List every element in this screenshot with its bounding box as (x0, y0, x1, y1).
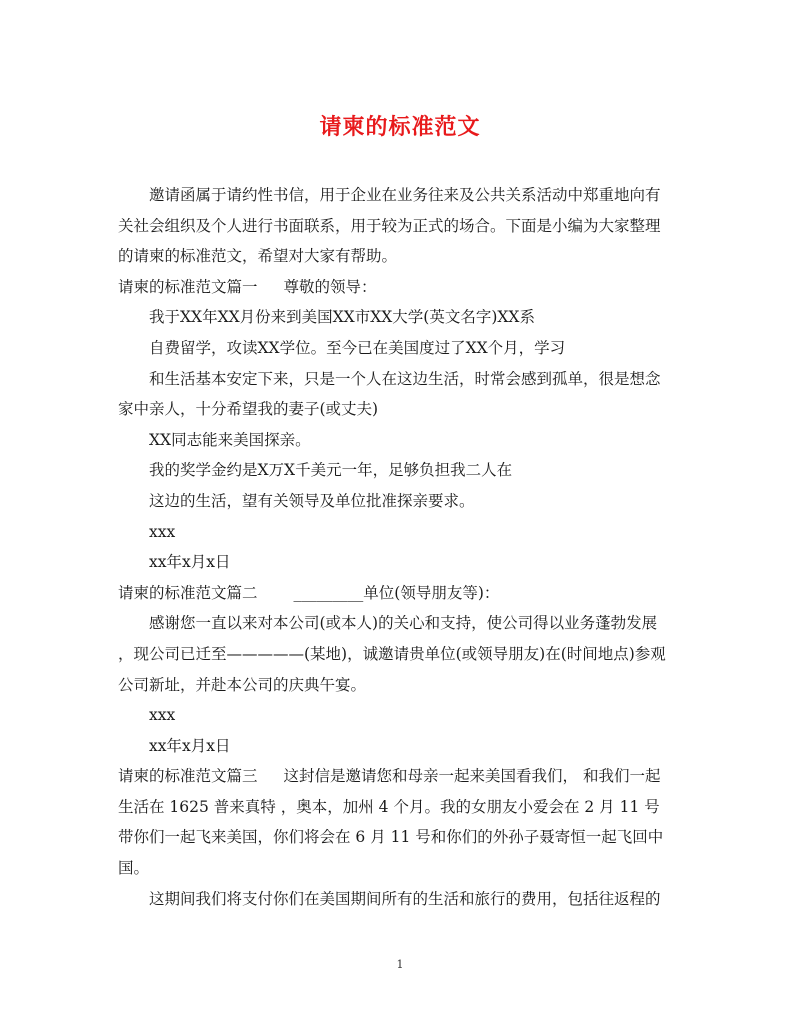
section1-signature: xxx (149, 522, 176, 541)
section1-line: 我的奖学金约是X万X千美元一年，足够负担我二人在 (149, 461, 513, 480)
section1-date: xx年x月x日 (149, 553, 231, 572)
intro-line: 邀请函属于请约性书信，用于企业在业务往来及公共关系活动中郑重地向有 (149, 186, 661, 204)
section2-salutation: _________单位(领导朋友等)： (293, 583, 500, 602)
section1-line: 和生活基本安定下来，只是一个人在这边生活，时常会感到孤单，很是想念 (149, 369, 661, 388)
section2-signature: xxx (149, 706, 176, 725)
section3-line: 这期间我们将支付你们在美国期间所有的生活和旅行的费用，包括往返程的 (149, 889, 661, 908)
intro-line: 的请柬的标准范文，希望对大家有帮助。 (118, 247, 398, 266)
document-body (118, 180, 684, 914)
section1-line: 这边的生活，望有关领导及单位批准探亲要求。 (149, 491, 475, 510)
section2-line: 公司新址，并赴本公司的庆典午宴。 (118, 675, 367, 694)
section1-line: XX同志能来美国探亲。 (149, 430, 311, 449)
section3-heading-line (118, 761, 684, 792)
section1-salutation: 尊敬的领导： (283, 277, 377, 296)
section3-line: 带你们一起飞来美国，你们将会在 6 月 11 号和你们的外孙子聂寄恒一起飞回中 (118, 828, 664, 847)
intro-line: 关社会组织及个人进行书面联系，用于较为正式的场合。下面是小编为大家整理 (118, 216, 661, 235)
document-title: 请柬的标准范文 (319, 114, 481, 140)
section3-line: 国。 (118, 859, 150, 878)
section1-line: 自费留学，攻读XX学位。至今已在美国度过了XX个月，学习 (149, 338, 566, 357)
section1-heading: 请柬的标准范文篇一 (118, 277, 258, 296)
section1-line: 家中亲人，十分希望我的妻子(或丈夫) (118, 400, 379, 419)
section2-line: ，现公司已迁至—————(某地)，诚邀请贵单位(或领导朋友)在(时间地点)参观 (118, 644, 666, 663)
section2-line: 感谢您一直以来对本公司(或本人)的关心和支持，使公司得以业务蓬勃发展 (149, 614, 658, 633)
section2-heading: 请柬的标准范文篇二 (118, 583, 258, 602)
section1-line: 我于XX年XX月份来到美国XX市XX大学(英文名字)XX系 (149, 308, 535, 327)
section3-line: 生活在 1625 普来真特 ，奥本，加州 4 个月。我的女朋友小爱会在 2 月 11 号 (118, 797, 660, 816)
page-number: 1 (396, 958, 404, 971)
section3-heading: 请柬的标准范文篇三 (118, 767, 258, 786)
section3-first-line: 这封信是邀请您和母亲一起来美国看我们， 和我们一起 (283, 767, 661, 786)
section2-date: xx年x月x日 (149, 736, 231, 755)
section1-heading-line (118, 272, 684, 303)
section2-heading-line (118, 578, 684, 609)
